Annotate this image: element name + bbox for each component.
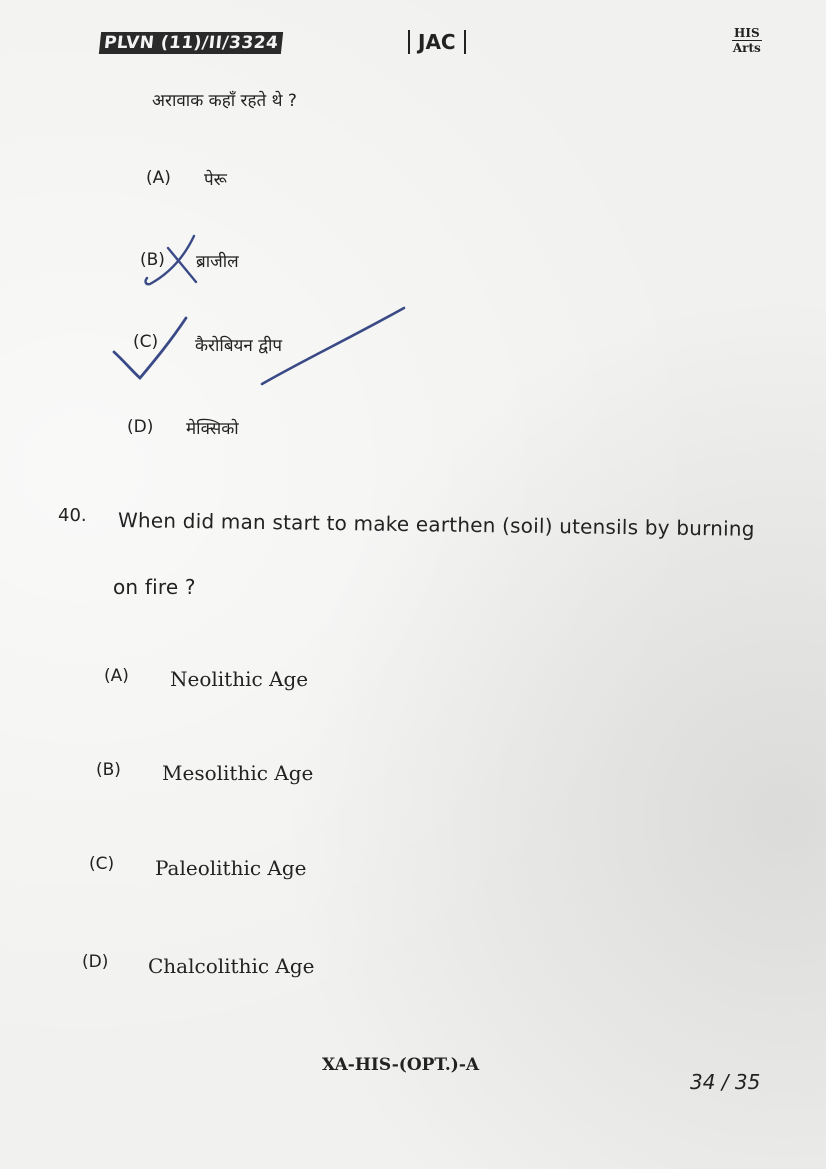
q40-option-a-letter: (A)	[104, 666, 129, 686]
q39-option-a-letter: (A)	[146, 168, 171, 188]
q40-option-c-letter: (C)	[89, 854, 115, 874]
q40-option-d-text: Chalcolithic Age	[148, 954, 315, 978]
q39-option-c-letter: (C)	[133, 332, 159, 352]
q39-option-a-text: पेरू	[204, 170, 227, 190]
q40-option-a-text: Neolithic Age	[170, 667, 309, 691]
subject-bottom: Arts	[732, 41, 761, 55]
underline-stroke-option-c	[262, 308, 404, 384]
q39-option-b-letter: (B)	[140, 250, 165, 270]
q40-option-c-text: Paleolithic Age	[155, 856, 307, 880]
question-39-text: अरावाक कहाँ रहते थे ?	[152, 91, 297, 111]
question-40-line2: on fire ?	[113, 575, 196, 599]
q39-option-b-text: ब्राजील	[196, 252, 239, 272]
q40-option-b-text: Mesolithic Age	[162, 761, 314, 785]
cross-mark-option-b	[168, 248, 196, 282]
q39-option-c-text: कैरोबियन द्वीप	[195, 336, 283, 356]
page-number: 34 / 35	[690, 1070, 761, 1094]
paper-serial-code: PLVN (11)/II/3324	[99, 32, 284, 54]
subject-top: HIS	[734, 26, 760, 40]
tick-mark-option-c	[114, 318, 186, 378]
q39-option-d-letter: (D)	[127, 417, 154, 437]
paper-code-footer: XA-HIS-(OPT.)-A	[322, 1055, 480, 1075]
cross-mark-option-b-2	[146, 236, 194, 284]
question-40-line1: When did man start to make earthen (soil) utensils by burning	[117, 508, 755, 541]
board-name: JAC	[408, 30, 466, 54]
q40-option-b-letter: (B)	[96, 760, 121, 780]
q39-option-d-text: मेक्सिको	[186, 419, 239, 439]
q40-option-d-letter: (D)	[82, 952, 109, 972]
question-40-number: 40.	[58, 505, 87, 526]
